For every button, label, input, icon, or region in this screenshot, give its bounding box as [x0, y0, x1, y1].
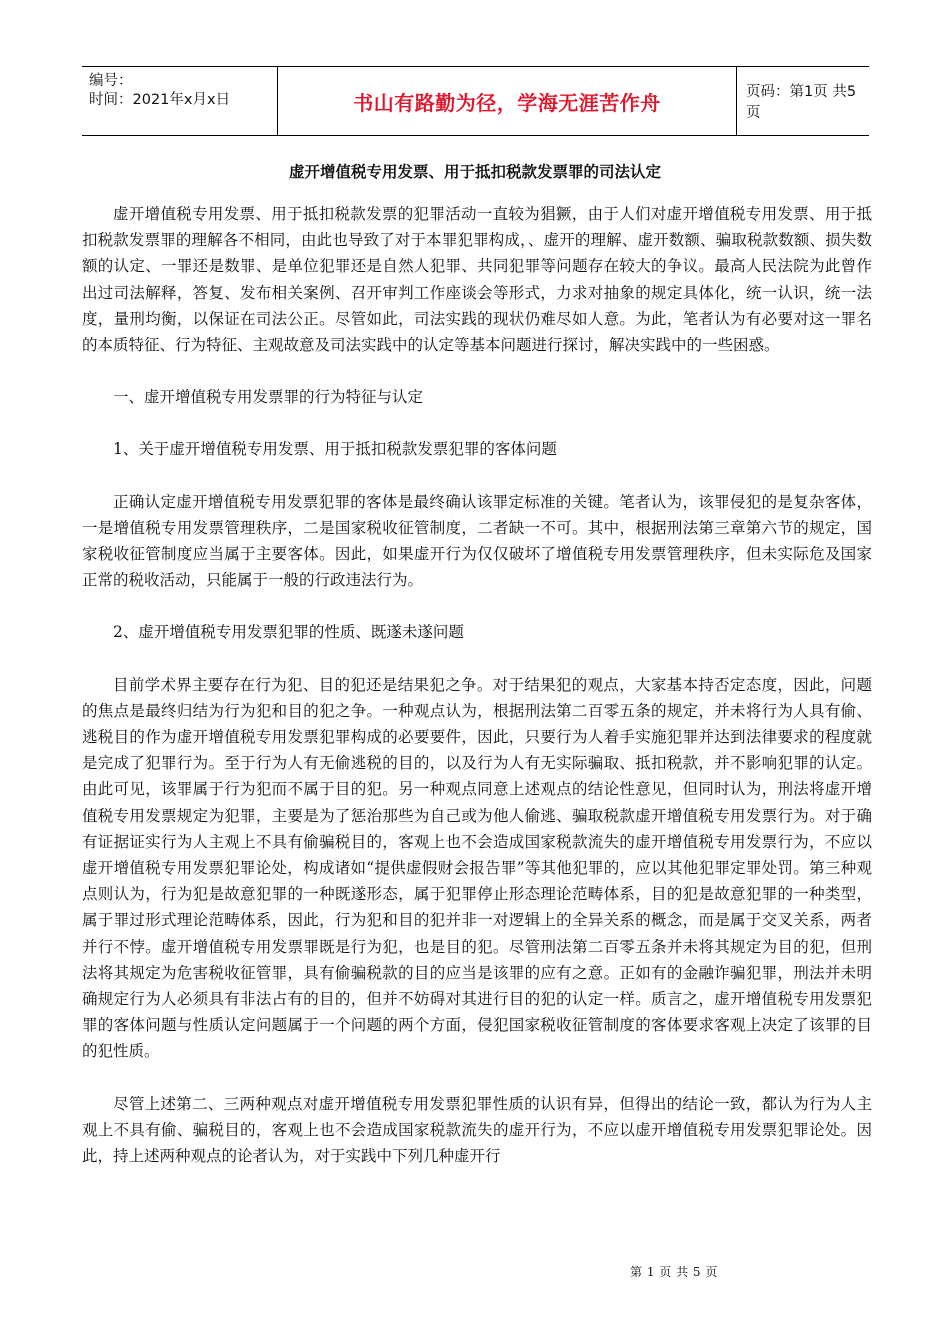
section-heading-1: 一、虚开增值税专用发票罪的行为特征与认定	[113, 388, 424, 407]
document-date-label: 时间：2021年x月x日	[89, 92, 231, 108]
subsection-heading-2: 2、虚开增值税专用发票犯罪的性质、既遂未遂问题	[113, 623, 464, 642]
page-footer: 第 1 页 共 5 页	[630, 1265, 718, 1279]
document-number-label: 编号：	[89, 73, 133, 89]
header-meta	[82, 67, 277, 135]
paragraph-nature: 目前学术界主要存在行为犯、目的犯还是结果犯之争。对于结果犯的观点，大家基本持否定态度，因此，问题的焦点是最终归结为行为犯和目的犯之争。一种观点认为，根据刑法第二百零五条的规定，并未将行为人具有偷、逃税目的作为虚开增值税专用发票犯罪构成的必要要件，因此，只要行为人着手实施犯罪并达到法律要求的程度就是完成了犯罪行为。至于行为人有无偷逃税的目的，以及行为人有无实际骗取、抵扣税款，并不影响犯罪的认定。由此可见，该罪属于行为犯而不属于目的犯。另一种观点同意上述观点的结论性意见，但同时认为，刑法将虚开增值税专用发票规定为犯罪，主要是为了惩治那些为自己或为他人偷逃、骗取税款虚开增值税专用发票行为。对于确有证据证实行为人主观上不具有偷骗税目的，客观上也不会造成国家税款流失的虚开增值税专用发票行为，不应以虚开增值税专用发票犯罪论处，构成诸如“提供虚假财会报告罪”等其他犯罪的，应以其他犯罪定罪处罚。第三种观点则认为，行为犯是故意犯罪的一种既遂形态，属于犯罪停止形态理论范畴体系，目的犯是故意犯罪的一种类型，属于罪过形式理论范畴体系，因此，行为犯和目的犯并非一对逻辑上的全异关系的概念，而是属于交叉关系，两者并行不悖。虚开增值税专用发票罪既是行为犯，也是目的犯。尽管刑法第二百零五条并未将其规定为目的犯，但刑法将其规定为危害税收征管罪，具有偷骗税款的目的应当是该罪的应有之意。正如有的金融诈骗犯罪，刑法并未明确规定行为人必须具有非法占有的目的，但并不妨碍对其进行目的犯的认定一样。质言之，虚开增值税专用发票犯罪的客体问题与性质认定问题属于一个问题的两个方面，侵犯国家税收征管制度的客体要求客观上决定了该罪的目的犯性质。	[82, 675, 872, 1061]
paragraph-intro: 虚开增值税专用发票、用于抵扣税款发票的犯罪活动一直较为猖獗，由于人们对虚开增值税专用发票、用于抵扣税款发票罪的理解各不相同，由此也导致了对于本罪犯罪构成，、虚开的理解、虚开数额、骗取税款数额、损失数额的认定、一罪还是数罪、是单位犯罪还是自然人犯罪、共同犯罪等问题存在较大的争议。最高人民法院为此曾作出过司法解释，答复、发布相关案例、召开审判工作座谈会等形式，力求对抽象的规定具体化，统一认识，统一法度，量刑均衡，以保证在司法公正。尽管如此，司法实践的现状仍难尽如人意。为此，笔者认为有必要对这一罪名的本质特征、行为特征、主观故意及司法实践中的认定等基本问题进行探讨，解决实践中的一些困惑。	[82, 205, 872, 355]
document-body	[82, 201, 872, 1169]
paragraph-conclusion: 尽管上述第二、三两种观点对虚开增值税专用发票犯罪性质的认识有异，但得出的结论一致，都认为行为人主观上不具有偷、骗税目的，客观上也不会造成国家税款流失的虚开行为，不应以虚开增值税专用发票犯罪论处。因此，持上述两种观点的论者认为，对于实践中下列几种虚开行	[82, 1094, 872, 1166]
header-motto: 书山有路勤为径，学海无涯苦作舟	[353, 90, 661, 115]
paragraph-object: 正确认定虚开增值税专用发票犯罪的客体是最终确认该罪定标准的关键。笔者认为，该罪侵犯的是复杂客体，一是增值税专用发票管理秩序，二是国家税收征管制度，二者缺一不可。其中，根据刑法第三章第六节的规定，国家税收征管制度应当属于主要客体。因此，如果虚开行为仅仅破坏了增值税专用发票管理秩序，但未实际危及国家正常的税收活动，只能属于一般的行政违法行为。	[82, 492, 872, 590]
document-title: 虚开增值税专用发票、用于抵扣税款发票罪的司法认定	[288, 163, 661, 181]
subsection-heading-1: 1、关于虚开增值税专用发票、用于抵扣税款发票犯罪的客体问题	[113, 440, 557, 459]
header-page-info: 页码：第1页 共5页	[746, 84, 857, 121]
header-table	[82, 66, 869, 136]
header-motto-cell	[277, 67, 737, 135]
